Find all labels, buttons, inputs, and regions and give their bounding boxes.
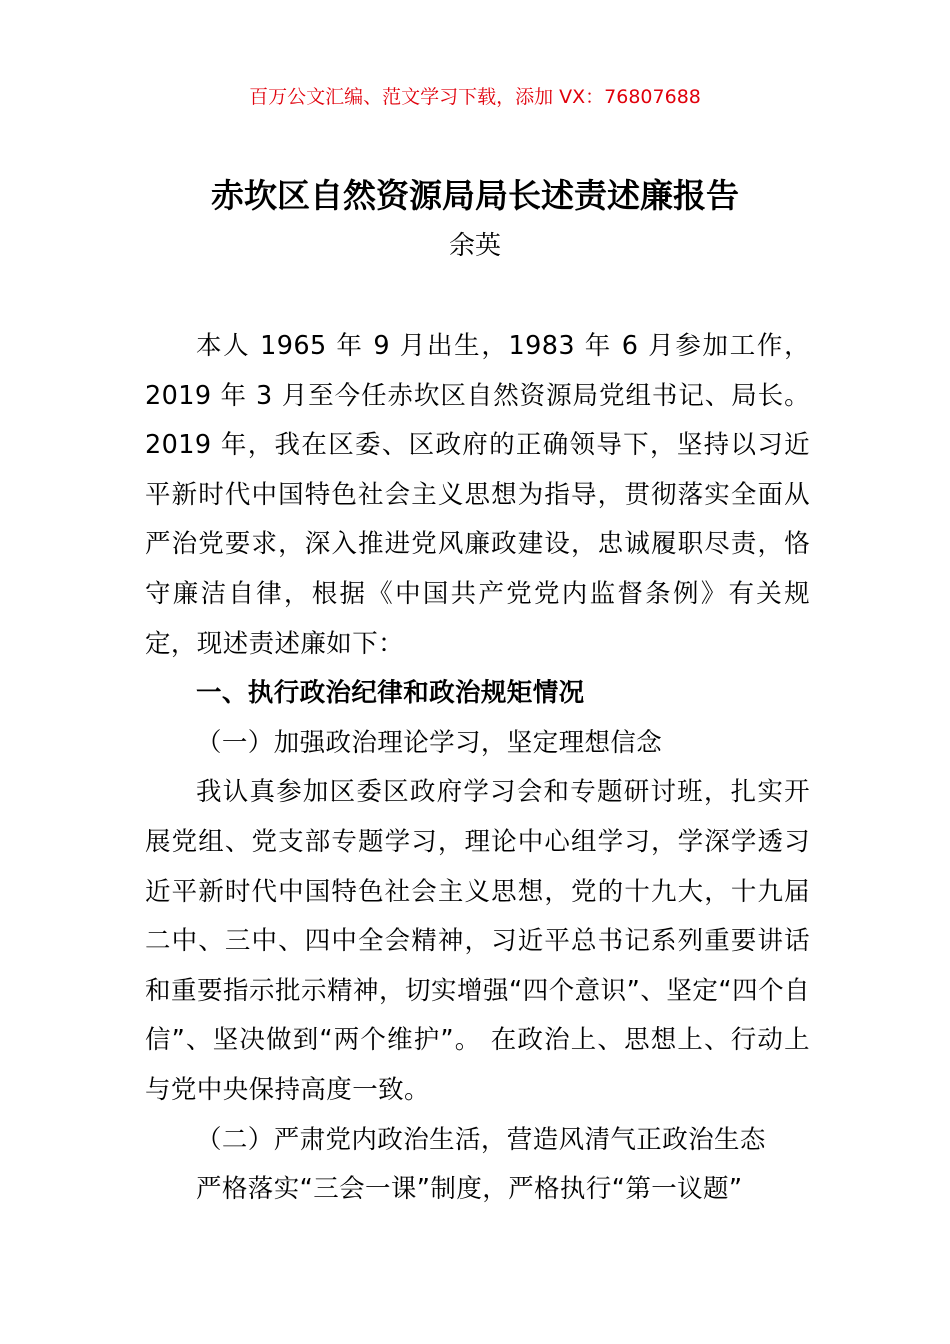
subsection-heading-1: （一）加强政治理论学习，坚定理想信念 [196, 727, 663, 758]
body-paragraph-1: 我认真参加区委区政府学习会和专题研讨班，扎实开展党组、党支部专题学习，理论中心组学习，学深学透习近平新时代中国特色社会主义思想，党的十九大，十九届二中、三中、四中全会精神，习近平总书记系列重要讲话和重要指示批示精神，切实增强“四个意识”、坚定“四个自信”、坚决做到“两个维护”。 在政治上、思想上、行动上与党中央保持高度一致。 [145, 777, 810, 1105]
intro-paragraph: 本人 1965 年 9 月出生，1983 年 6 月参加工作，2019 年 3 月至今任赤坎区自然资源局党组书记、局长。2019 年，我在区委、区政府的正确领导下，坚持以习近平新时代中国特色社会主义思想为指导，贯彻落实全面从严治党要求，深入推进党风廉政建设，忠诚履职尽责，恪守廉洁自律，根据《中国共产党党内监督条例》有关规定，现述责述廉如下： [145, 331, 810, 659]
body-paragraph-2: 严格落实“三会一课”制度，严格执行“第一议题” [196, 1174, 743, 1205]
watermark-text: 百万公文汇编、范文学习下载，添加 VX：76807688 [249, 86, 701, 108]
section-heading-1: 一、执行政治纪律和政治规矩情况 [196, 678, 585, 709]
document-title: 赤坎区自然资源局局长述责述廉报告 [211, 176, 739, 215]
subsection-heading-2: （二）严肃党内政治生活，营造风清气正政治生态 [196, 1124, 766, 1155]
document-body [145, 322, 810, 1215]
document-author: 余英 [448, 231, 501, 261]
